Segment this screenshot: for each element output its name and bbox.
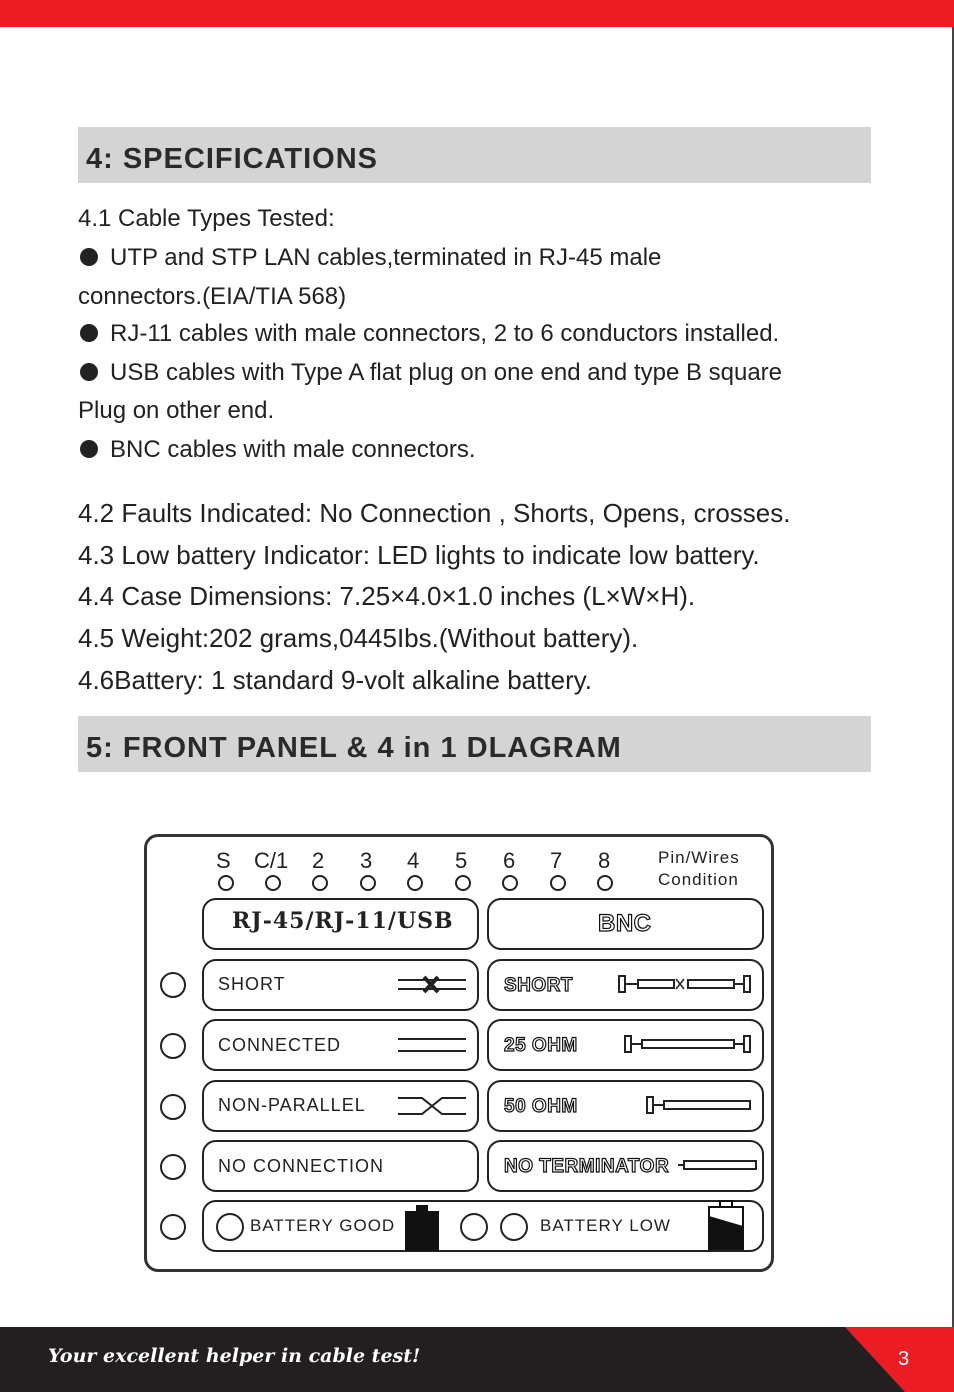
pin-led-icon xyxy=(455,875,471,891)
rj-connected-label: CONNECTED xyxy=(218,1035,342,1055)
spec-faults: 4.2 Faults Indicated: No Connection , Shorts, Opens, crosses. xyxy=(78,498,791,528)
bnc-no-terminator-cable-icon xyxy=(676,1151,758,1181)
battery-good-label: BATTERY GOOD xyxy=(250,1216,396,1235)
bnc-short-cable-icon xyxy=(616,970,754,1000)
rj-short-label: SHORT xyxy=(218,974,286,994)
bnc-no-terminator-label: NO TERMINATOR xyxy=(504,1156,670,1177)
crossed-wire-icon xyxy=(396,1091,468,1121)
cable-types-heading: 4.1 Cable Types Tested: xyxy=(78,205,335,232)
pin-wires-label: Pin/Wires xyxy=(658,848,740,867)
bnc-25ohm-cable-icon xyxy=(622,1030,754,1060)
spec-bullet-utp: UTP and STP LAN cables,terminated in RJ-45 male xyxy=(78,244,661,272)
condition-label: Condition xyxy=(658,870,739,889)
pin-led-icon xyxy=(597,875,613,891)
pin-led-icon xyxy=(360,875,376,891)
bnc-short-label: SHORT xyxy=(504,975,573,996)
pin-label: 8 xyxy=(598,848,611,873)
pin-label: C/1 xyxy=(254,848,289,873)
spec-weight: 4.5 Weight:202 grams,0445Ibs.(Without battery). xyxy=(78,623,639,653)
spec-dimensions: 4.4 Case Dimensions: 7.25×4.0×1.0 inches (L×W×H). xyxy=(78,581,696,611)
footer-tagline: Your excellent helper in cable test! xyxy=(48,1345,421,1367)
connected-wire-icon xyxy=(396,1030,468,1060)
bullet-icon xyxy=(80,324,98,342)
pin-led-icon xyxy=(502,875,518,891)
pin-led-icon xyxy=(312,875,328,891)
section-5-title: 5: FRONT PANEL & 4 in 1 DLAGRAM xyxy=(78,716,871,772)
rj-header: RJ-45/RJ-11/USB xyxy=(232,908,454,934)
pin-label: 6 xyxy=(503,848,516,873)
spec-continuation: Plug on other end. xyxy=(78,397,275,424)
short-led-icon xyxy=(160,972,186,998)
top-accent-bar xyxy=(0,0,954,27)
battery-good-led-icon xyxy=(216,1213,244,1241)
page-number: 3 xyxy=(898,1348,910,1370)
pin-label: S xyxy=(216,848,231,873)
battery-middle-led-icon xyxy=(460,1213,488,1241)
pin-led-icon xyxy=(265,875,281,891)
spec-low-battery: 4.3 Low battery Indicator: LED lights to indicate low battery. xyxy=(78,540,760,570)
rj-non-parallel-label: NON-PARALLEL xyxy=(218,1095,366,1115)
battery-low-label: BATTERY LOW xyxy=(540,1216,671,1235)
spec-bullet-bnc: BNC cables with male connectors. xyxy=(78,436,475,464)
pin-led-icon xyxy=(218,875,234,891)
pin-label: 3 xyxy=(360,848,373,873)
pin-led-icon xyxy=(550,875,566,891)
rj-no-connection-label: NO CONNECTION xyxy=(218,1156,384,1176)
bullet-icon xyxy=(80,440,98,458)
section-4-title: 4: SPECIFICATIONS xyxy=(78,127,871,183)
no-connection-led-icon xyxy=(160,1154,186,1180)
pin-label: 7 xyxy=(550,848,563,873)
battery-full-icon xyxy=(402,1204,442,1252)
pin-label: 4 xyxy=(407,848,420,873)
spec-bullet-rj11: RJ-11 cables with male connectors, 2 to 6 conductors installed. xyxy=(78,320,779,348)
bnc-50ohm-label: 50 OHM xyxy=(504,1096,578,1117)
bnc-25ohm-label: 25 OHM xyxy=(504,1035,578,1056)
non-parallel-led-icon xyxy=(160,1094,186,1120)
pin-label: 5 xyxy=(455,848,468,873)
bnc-50ohm-cable-icon xyxy=(644,1091,756,1121)
pin-led-icon xyxy=(407,875,423,891)
spec-continuation: connectors.(EIA/TIA 568) xyxy=(78,283,347,310)
battery-low-icon xyxy=(706,1200,746,1252)
bullet-icon xyxy=(80,248,98,266)
battery-led-icon xyxy=(160,1214,186,1240)
bullet-icon xyxy=(80,363,98,381)
connected-led-icon xyxy=(160,1033,186,1059)
bnc-header: BNC xyxy=(598,910,652,937)
spec-bullet-usb: USB cables with Type A flat plug on one end and type B square xyxy=(78,359,782,387)
spec-battery: 4.6Battery: 1 standard 9-volt alkaline battery. xyxy=(78,665,593,695)
pin-label: 2 xyxy=(312,848,325,873)
battery-low-led-icon xyxy=(500,1213,528,1241)
short-wire-icon xyxy=(396,970,468,1000)
